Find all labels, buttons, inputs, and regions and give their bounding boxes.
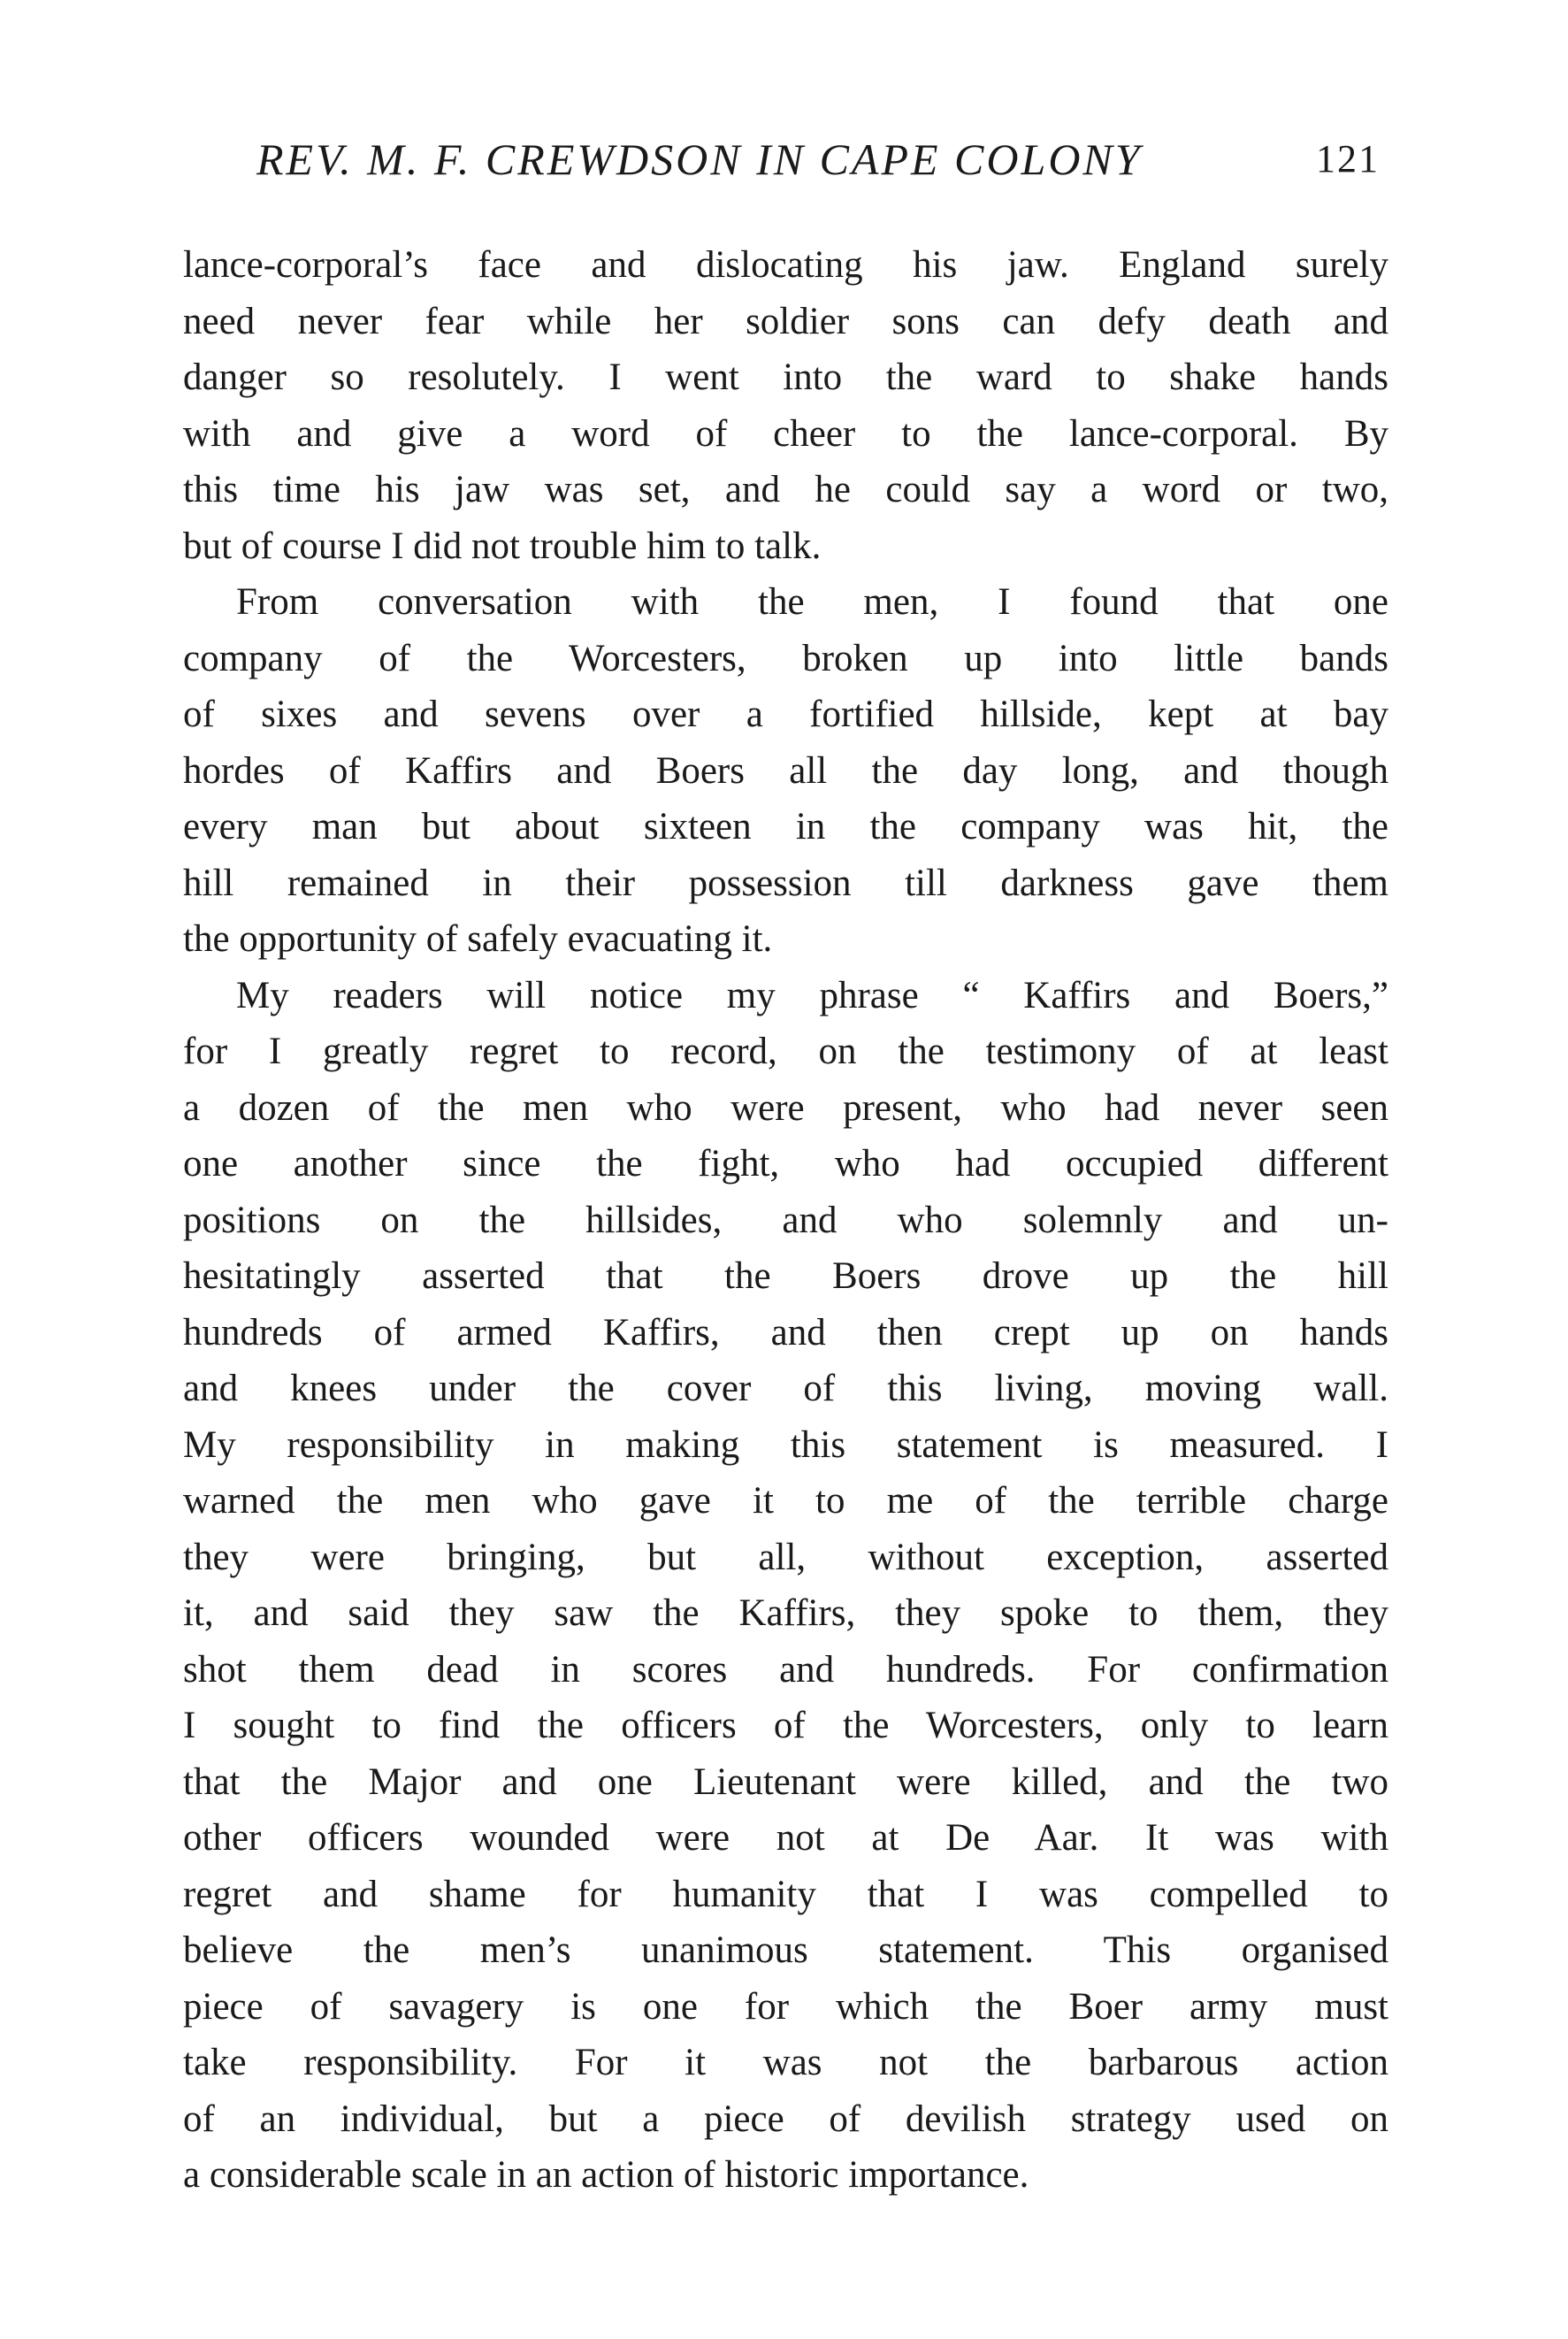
text-line: hordes of Kaffirs and Boers all the day long, and though [183, 749, 1388, 792]
text-line: believe the men’s unanimous statement. This organised [183, 1929, 1388, 1971]
text-line: of sixes and sevens over a fortified hillside, kept at bay [183, 694, 1388, 735]
text-line: for I greatly regret to record, on the testimony of at least [183, 1031, 1388, 1072]
text-line: danger so resolutely. I went into the ward to shake hands [183, 357, 1388, 398]
text-line: a dozen of the men who were present, who had never seen [183, 1086, 1388, 1129]
text-line: shot them dead in scores and hundreds. For confirmation [183, 1648, 1388, 1691]
text-line: one another since the fight, who had occupied different [183, 1143, 1388, 1185]
body-text [183, 237, 1388, 2204]
text-line: this time his jaw was set, and he could say a word or two, [183, 469, 1388, 510]
page-number: 121 [1316, 137, 1380, 180]
text-line: it, and said they saw the Kaffirs, they spoke to them, they [183, 1592, 1388, 1634]
text-line: the opportunity of safely evacuating it. [183, 918, 773, 960]
text-line: piece of savagery is one for which the Boer army must [183, 1985, 1388, 2028]
text-line: they were bringing, but all, without exception, asserted [183, 1536, 1388, 1578]
text-line: every man but about sixteen in the company was hit, the [183, 806, 1388, 847]
text-line: a considerable scale in an action of historic importance. [183, 2154, 1029, 2196]
text-line: hundreds of armed Kaffirs, and then crept up on hands [183, 1311, 1388, 1354]
text-line: From conversation with the men, I found that one [236, 581, 1388, 623]
running-title: REV. M. F. CREWDSON IN CAPE COLONY [256, 134, 1143, 184]
text-line: My responsibility in making this statement is measured. I [183, 1423, 1388, 1466]
text-line: and knees under the cover of this living, moving wall. [183, 1368, 1388, 1409]
text-line: regret and shame for humanity that I was compelled to [183, 1873, 1388, 1915]
text-line: lance-corporal’s face and dislocating his jaw. England surely [183, 244, 1388, 286]
text-line: that the Major and one Lieutenant were killed, and the two [183, 1760, 1388, 1803]
text-line: warned the men who gave it to me of the terrible charge [183, 1480, 1388, 1522]
text-line: but of course I did not trouble him to talk. [183, 525, 822, 567]
text-line: hill remained in their possession till darkness gave them [183, 862, 1388, 904]
text-line: take responsibility. For it was not the barbarous action [183, 2042, 1388, 2083]
text-line: My readers will notice my phrase “ Kaffirs and Boers,” [236, 974, 1388, 1016]
text-line: of an individual, but a piece of devilish strategy used on [183, 2097, 1388, 2140]
running-head [181, 124, 1388, 195]
text-line: positions on the hillsides, and who solemnly and un- [183, 1199, 1388, 1241]
text-line: I sought to find the officers of the Worcesters, only to learn [183, 1705, 1388, 1746]
text-line: with and give a word of cheer to the lance-corporal. By [183, 412, 1388, 455]
text-line: company of the Worcesters, broken up into little bands [183, 637, 1388, 679]
text-line: need never fear while her soldier sons can defy death and [183, 300, 1388, 342]
text-line: other officers wounded were not at De Aar. It was with [183, 1817, 1388, 1859]
text-line: hesitatingly asserted that the Boers drove up the hill [183, 1255, 1388, 1297]
